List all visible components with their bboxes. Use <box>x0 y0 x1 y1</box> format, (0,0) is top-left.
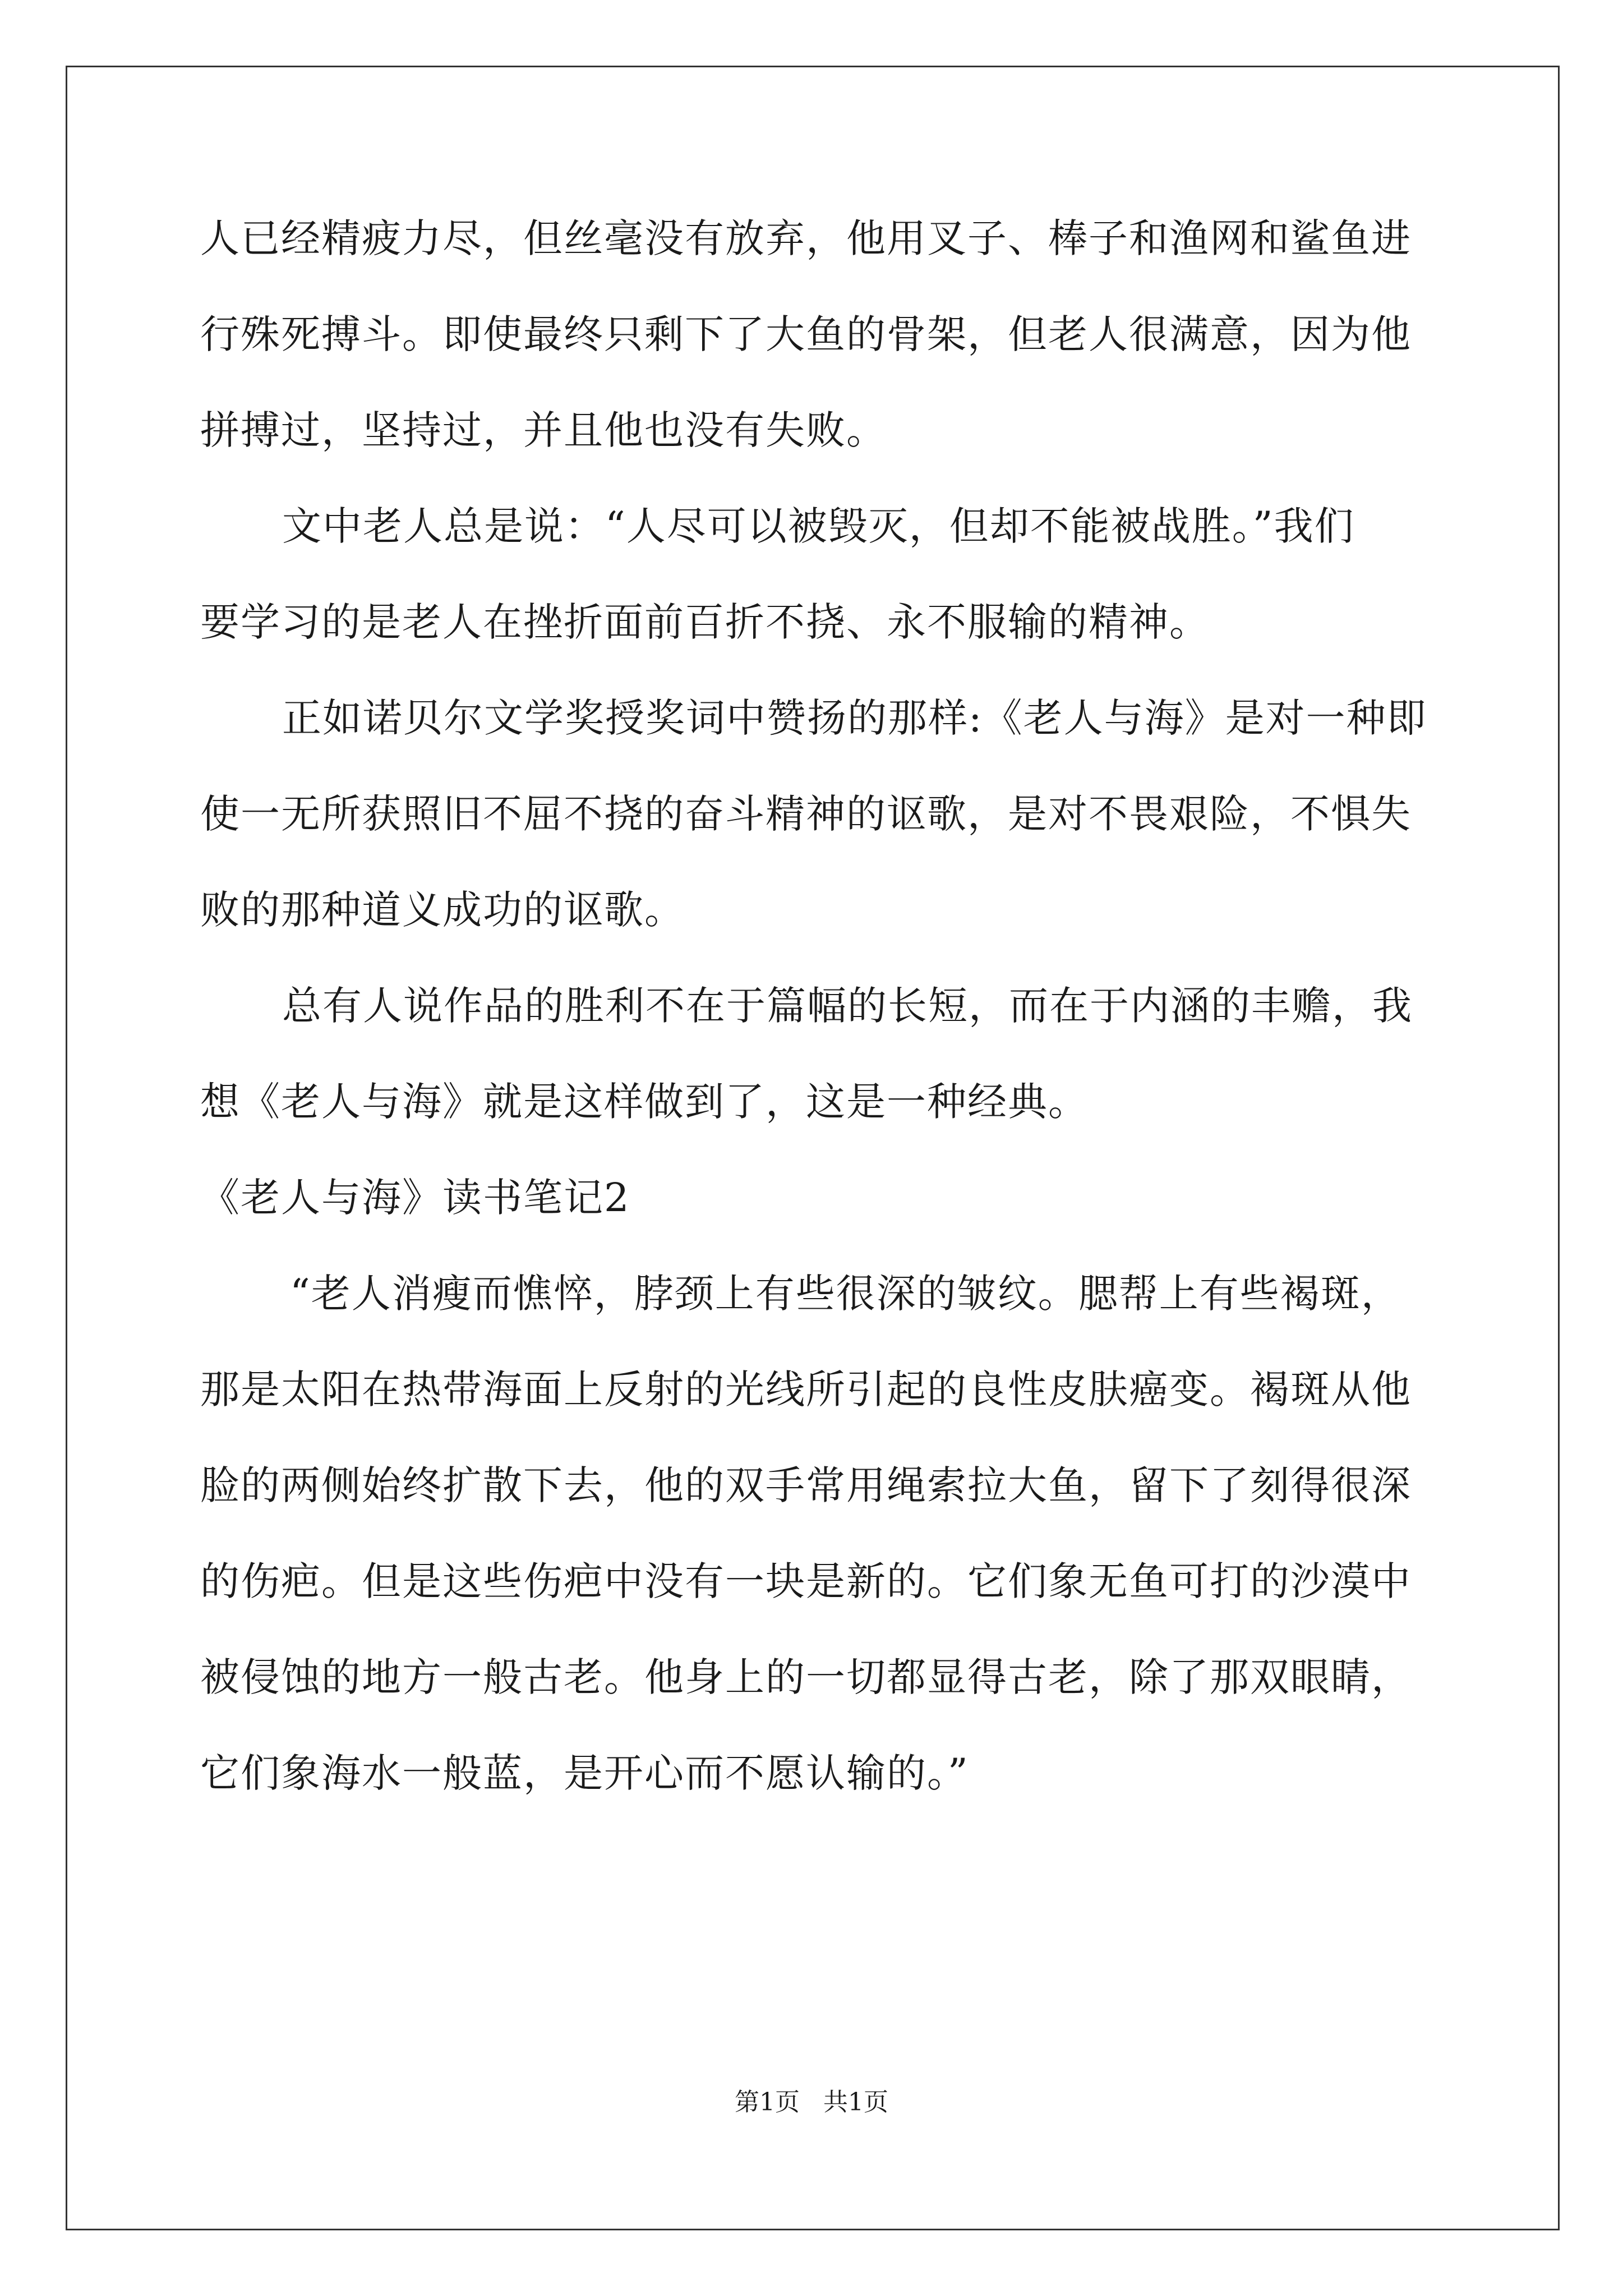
text-line: 人已经精疲力尽，但丝毫没有放弃，他用叉子、棒子和渔网和鲨鱼进 <box>200 215 1412 261</box>
text-line: 被侵蚀的地方一般古老。他身上的一切都显得古老，除了那双眼睛， <box>200 1654 1412 1700</box>
text-line: 拼搏过，坚持过，并且他也没有失败。 <box>200 407 887 453</box>
paragraph-first-line: “老人消瘦而憔悴，脖颈上有些很深的皱纹。腮帮上有些褐斑， <box>290 1271 1401 1317</box>
section-heading: 《老人与海》读书笔记2 <box>200 1175 630 1221</box>
page-number: 第1页 共1页 <box>735 2088 888 2116</box>
text-line: 使一无所获照旧不屈不挠的奋斗精神的讴歌，是对不畏艰险，不惧失 <box>200 791 1412 837</box>
text-line: 要学习的是老人在挫折面前百折不挠、永不服输的精神。 <box>200 599 1210 645</box>
text-line: 脸的两侧始终扩散下去，他的双手常用绳索拉大鱼，留下了刻得很深 <box>200 1462 1412 1508</box>
paragraph-first-line: 总有人说作品的胜利不在于篇幅的长短，而在于内涵的丰赡，我 <box>282 983 1413 1029</box>
paragraph-first-line: 正如诺贝尔文学奖授奖词中赞扬的那样:《老人与海》是对一种即 <box>282 695 1427 741</box>
text-line: 败的那种道义成功的讴歌。 <box>200 887 685 933</box>
text-line: 行殊死搏斗。即使最终只剩下了大鱼的骨架，但老人很满意，因为他 <box>200 311 1412 357</box>
page-border <box>66 66 1560 2230</box>
page-footer <box>0 2086 1623 2119</box>
paragraph-first-line: 文中老人总是说：“人尽可以被毁灭，但却不能被战胜。”我们 <box>282 503 1355 549</box>
text-line: 想《老人与海》就是这样做到了，这是一种经典。 <box>200 1079 1089 1125</box>
text-line: 那是太阳在热带海面上反射的光线所引起的良性皮肤癌变。褐斑从他 <box>200 1366 1412 1412</box>
text-line: 的伤疤。但是这些伤疤中没有一块是新的。它们象无鱼可打的沙漠中 <box>200 1558 1412 1604</box>
text-line: 它们象海水一般蓝，是开心而不愿认输的。” <box>200 1750 969 1796</box>
